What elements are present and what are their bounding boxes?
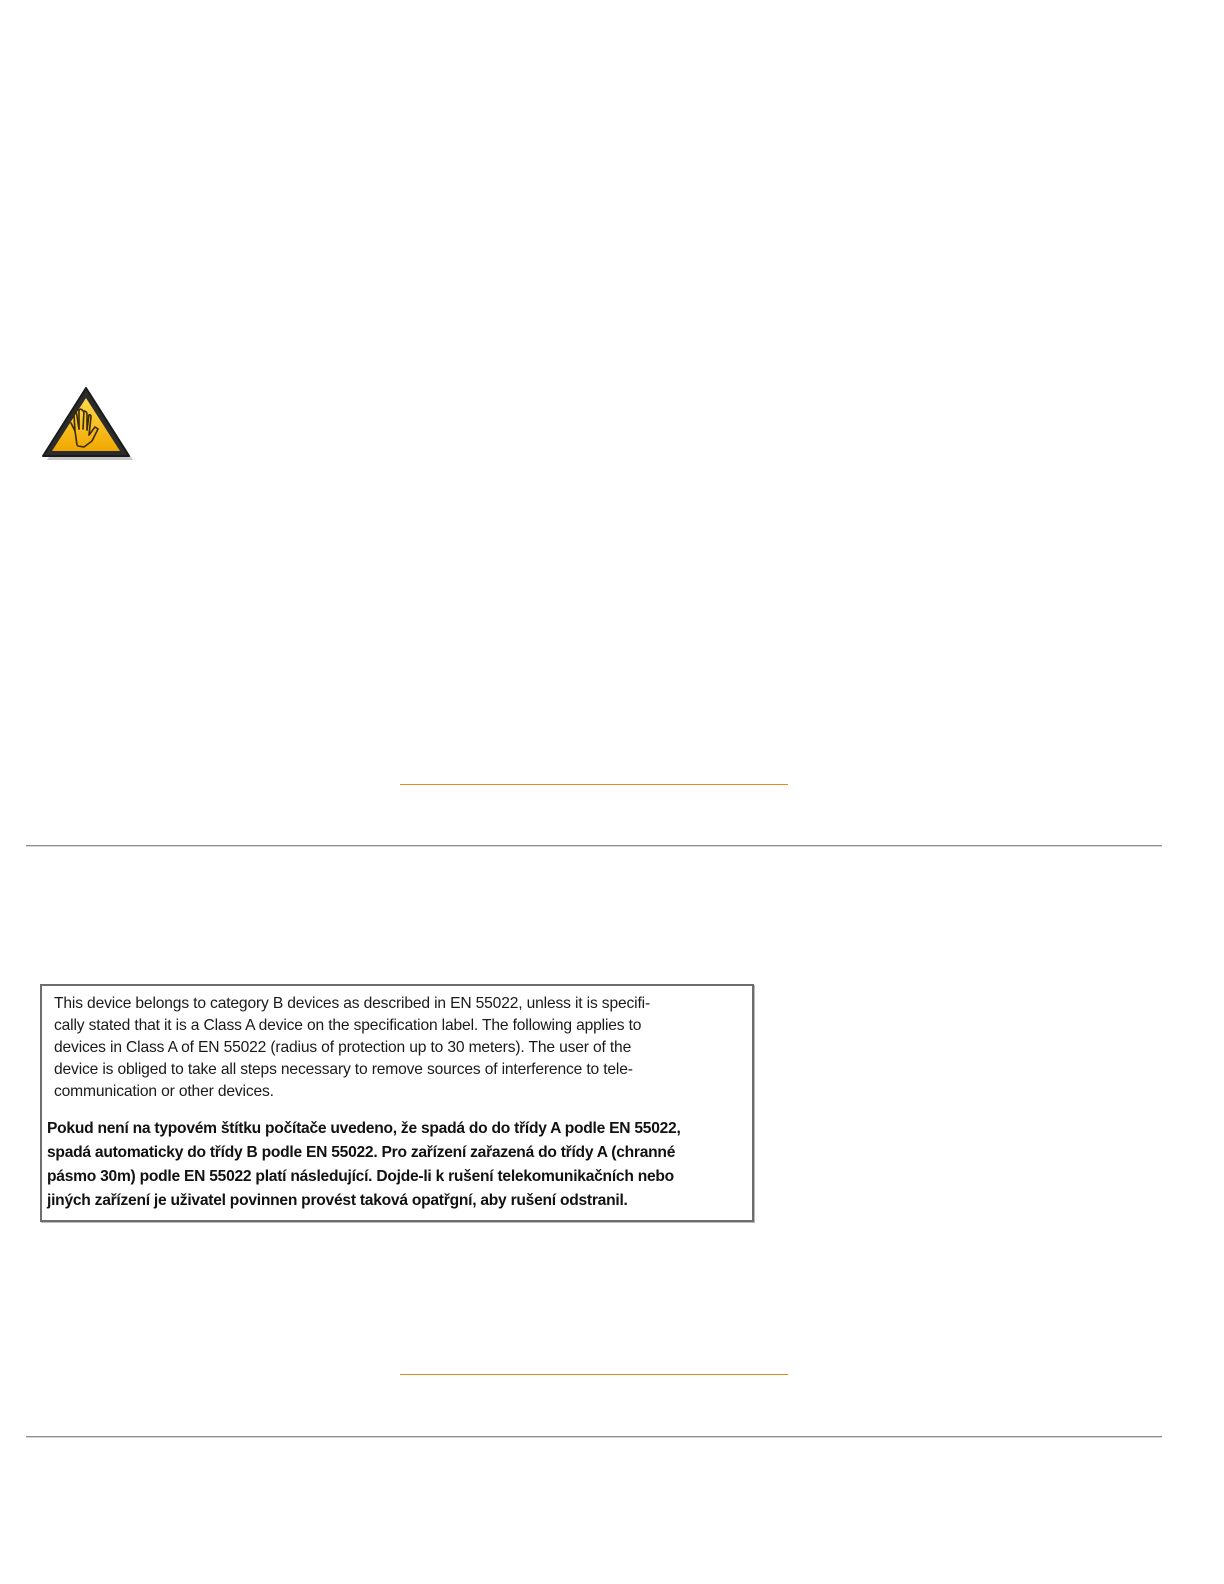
notice-cz-line: pásmo 30m) podle EN 55022 platí následující. Dojde-li k rušení telekomunikačních nebo bbox=[47, 1168, 674, 1185]
link-underline[interactable] bbox=[400, 784, 788, 785]
notice-en-line: device is obliged to take all steps necessary to remove sources of interference to tele- bbox=[54, 1061, 633, 1078]
link-underline[interactable] bbox=[400, 1374, 788, 1375]
notice-english-text bbox=[54, 993, 744, 1103]
notice-en-line: This device belongs to category B devices as described in EN 55022, unless it is specifi- bbox=[54, 995, 650, 1012]
notice-cz-line: jiných zařízení je uživatel povinnen provést taková opatřgní, aby rušení odstranil. bbox=[47, 1192, 628, 1209]
class-b-notice-box bbox=[40, 984, 754, 1222]
notice-czech-text bbox=[47, 1117, 747, 1213]
notice-cz-line: spadá automaticky do třídy B podle EN 55022. Pro zařízení zařazená do třídy A (chranné bbox=[47, 1144, 676, 1161]
notice-en-line: communication or other devices. bbox=[54, 1083, 274, 1100]
section-divider bbox=[26, 845, 1162, 847]
warning-hand-icon bbox=[38, 385, 136, 465]
notice-en-line: devices in Class A of EN 55022 (radius of protection up to 30 meters). The user of the bbox=[54, 1039, 632, 1056]
notice-cz-line: Pokud není na typovém štítku počítače uvedeno, že spadá do do třídy A podle EN 55022, bbox=[47, 1120, 681, 1137]
notice-en-line: cally stated that it is a Class A device on the specification label. The following applies to bbox=[54, 1017, 642, 1034]
section-divider bbox=[26, 1436, 1162, 1438]
